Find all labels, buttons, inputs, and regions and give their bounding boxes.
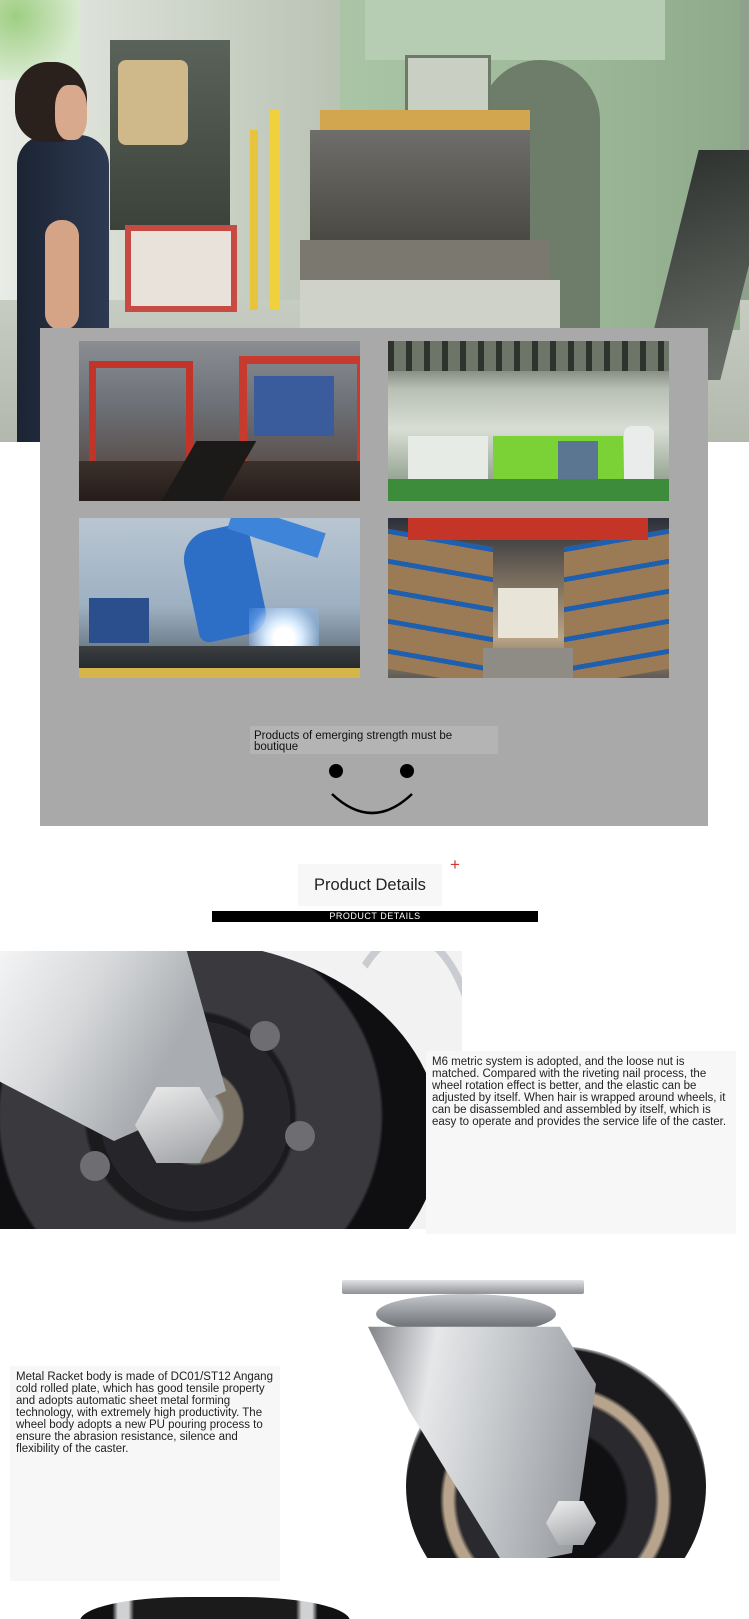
gallery-photo-welding-robot [79, 518, 360, 678]
gallery-photo-plating-line [79, 341, 360, 501]
slogan-text: Products of emerging strength must be boutique [250, 726, 498, 754]
feature-description-nut: M6 metric system is adopted, and the loose nut is matched. Compared with the riveting nail process, the wheel rotation effect is better, and the elastic can be adjusted by itself. When hair is wrapped around wheels, it can be disassembled and assembled by itself, which is easy to operate and provides the service life of the caster. [426, 1051, 736, 1234]
product-details-subtitle-bar: PRODUCT DETAILS [212, 911, 538, 922]
smiley-face-icon [328, 762, 418, 818]
plus-icon: + [450, 855, 460, 874]
feature-description-bracket: Metal Racket body is made of DC01/ST12 Angang cold rolled plate, which has good tensile property and adopts automatic sheet metal forming technology, with extremely high productivity. The wheel body adopts a new PU pouring process to ensure the abrasion resistance, silence and flexibility of the caster. [10, 1366, 280, 1581]
gallery-photo-injection-molding [388, 341, 669, 501]
caster-wheel-closeup-image [0, 951, 462, 1229]
product-details-title: Product Details [298, 864, 442, 906]
caster-wheel-bottom-image [80, 1597, 350, 1619]
gallery-photo-warehouse [388, 518, 669, 678]
caster-wheel-side-image [336, 1276, 749, 1558]
